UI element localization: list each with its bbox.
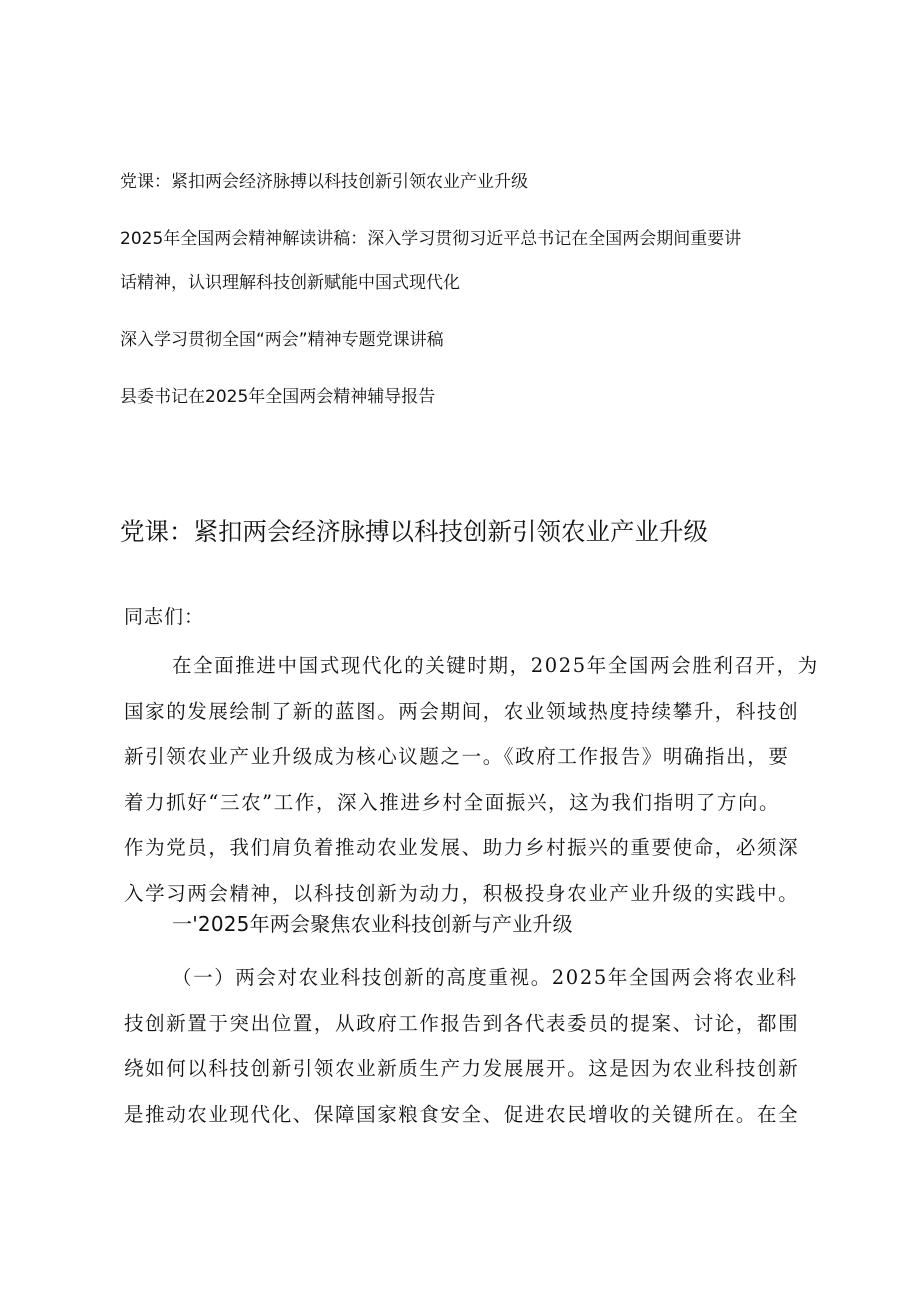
salutation: 同志们： (124, 606, 205, 628)
toc-item[interactable]: 党课：紧扣两会经济脉搏以科技创新引领农业产业升级 (120, 172, 528, 192)
text-line: 技创新置于突出位置，从政府工作报告到各代表委员的提案、讨论，都围 (124, 1011, 800, 1035)
text-line: 绕如何以科技创新引领农业新质生产力发展展开。这是因为农业科技创新 (124, 1057, 800, 1081)
text-line: 入学习两会精神，以科技创新为动力，积极投身农业产业升级的实践中。 (124, 881, 800, 905)
text-line: 是推动农业现代化、保障国家粮食安全、促进农民增收的关键所在。在全 (124, 1102, 800, 1126)
paragraph-section-1 (124, 955, 814, 1137)
text-line: 国家的发展绘制了新的蓝图。两会期间，农业领域热度持续攀升，科技创 (124, 699, 800, 723)
table-of-contents (120, 162, 820, 434)
text-line: （一）两会对农业科技创新的高度重视。2025年全国两会将农业科 (172, 966, 798, 989)
text-line: 着力抓好“三农”工作，深入推进乡村全面振兴，这为我们指明了方向。 (124, 790, 781, 814)
text-line: 在全面推进中国式现代化的关键时期，2025年全国两会胜利召开，为 (172, 654, 819, 677)
toc-item[interactable]: 深入学习贯彻全国“两会”精神专题党课讲稿 (120, 330, 444, 350)
text-line: 新引领农业产业升级成为核心议题之一。《政府工作报告》明确指出，要 (124, 745, 790, 769)
toc-item[interactable]: 县委书记在2025年全国两会精神辅导报告 (120, 387, 436, 407)
section-heading: 一'2025年两会聚焦农业科技创新与产业升级 (172, 912, 573, 936)
paragraph-intro (124, 643, 819, 917)
toc-item[interactable]: 2025年全国两会精神解读讲稿：深入学习贯彻习近平总书记在全国两会期间重要讲 (120, 229, 742, 249)
article-title: 党课：紧扣两会经济脉搏以科技创新引领农业产业升级 (120, 517, 708, 546)
text-line: 作为党员，我们肩负着推动农业发展、助力乡村振兴的重要使命，必须深 (124, 836, 800, 860)
toc-item-continuation[interactable]: 话精神，认识理解科技创新赋能中国式现代化 (120, 273, 460, 293)
